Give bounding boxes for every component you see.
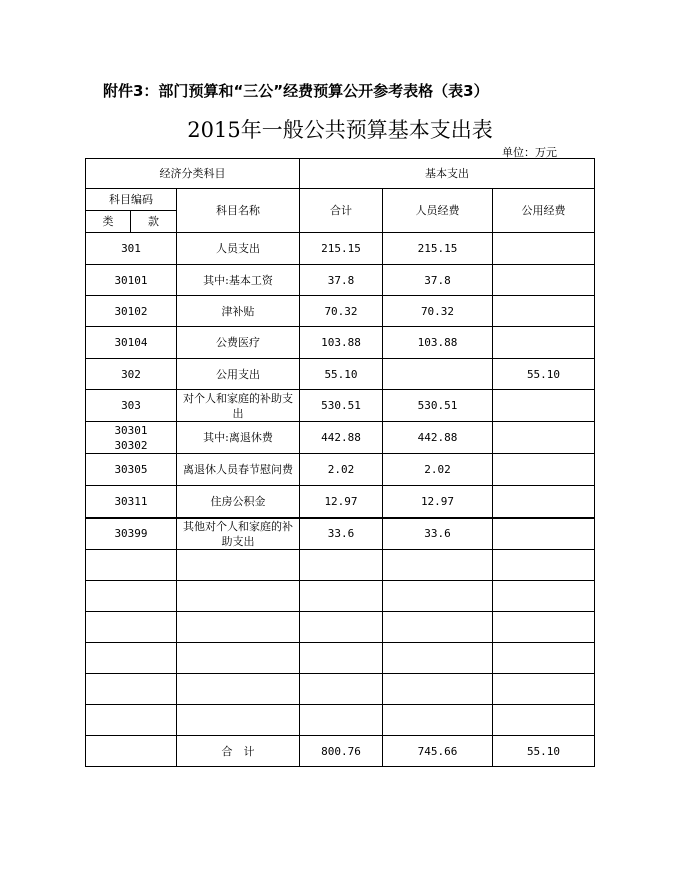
row-public (493, 327, 595, 359)
empty-cell (383, 674, 493, 705)
row-public (493, 233, 595, 265)
row-public (493, 390, 595, 422)
empty-cell (86, 550, 177, 581)
row-personnel: 530.51 (383, 390, 493, 422)
row-code: 30399 (86, 518, 177, 550)
row-code: 30305 (86, 454, 177, 486)
row-personnel: 33.6 (383, 518, 493, 550)
row-total: 70.32 (300, 296, 383, 327)
empty-row (86, 612, 595, 643)
row-public (493, 454, 595, 486)
row-personnel: 215.15 (383, 233, 493, 265)
empty-cell (177, 643, 300, 674)
empty-cell (300, 674, 383, 705)
public-header: 公用经费 (493, 189, 595, 233)
personnel-header: 人员经费 (383, 189, 493, 233)
table-row (86, 454, 595, 486)
row-public: 55.10 (493, 359, 595, 390)
row-total: 2.02 (300, 454, 383, 486)
total-header: 合计 (300, 189, 383, 233)
row-name: 津补贴 (177, 296, 300, 327)
empty-cell (300, 581, 383, 612)
total-row (86, 736, 595, 767)
empty-row (86, 705, 595, 736)
row-public (493, 518, 595, 550)
empty-cell (383, 550, 493, 581)
header-row-2 (86, 189, 595, 211)
row-total: 103.88 (300, 327, 383, 359)
row-total: 33.6 (300, 518, 383, 550)
empty-row (86, 550, 595, 581)
empty-cell (383, 612, 493, 643)
empty-cell (177, 581, 300, 612)
empty-cell (86, 674, 177, 705)
empty-cell (493, 612, 595, 643)
table-row (86, 422, 595, 454)
class-header: 类 (86, 211, 131, 233)
empty-cell (493, 674, 595, 705)
row-code: 30311 (86, 486, 177, 518)
unit-label: 单位：万元 (502, 146, 557, 159)
subject-code-header: 科目编码 (86, 189, 177, 211)
empty-cell (300, 643, 383, 674)
row-personnel: 103.88 (383, 327, 493, 359)
total-code-cell (86, 736, 177, 767)
row-total: 215.15 (300, 233, 383, 265)
row-public (493, 296, 595, 327)
table-row (86, 390, 595, 422)
table-row (86, 265, 595, 296)
row-name: 其中:离退休费 (177, 422, 300, 454)
item-header: 款 (131, 211, 177, 233)
row-total: 55.10 (300, 359, 383, 390)
empty-cell (383, 581, 493, 612)
row-name: 公费医疗 (177, 327, 300, 359)
row-personnel: 12.97 (383, 486, 493, 518)
row-code: 302 (86, 359, 177, 390)
economic-category-header: 经济分类科目 (86, 159, 300, 189)
empty-cell (300, 705, 383, 736)
grand-total: 800.76 (300, 736, 383, 767)
table-title: 2015年一般公共预算基本支出表 (187, 118, 493, 142)
table-row (86, 327, 595, 359)
empty-cell (493, 550, 595, 581)
row-personnel: 37.8 (383, 265, 493, 296)
budget-table (85, 158, 595, 767)
table-row (86, 486, 595, 518)
empty-cell (177, 674, 300, 705)
row-name: 其中:基本工资 (177, 265, 300, 296)
empty-row (86, 643, 595, 674)
row-name: 对个人和家庭的补助支出 (177, 390, 300, 422)
table-row (86, 296, 595, 327)
empty-cell (86, 612, 177, 643)
empty-cell (300, 550, 383, 581)
row-total: 37.8 (300, 265, 383, 296)
row-personnel: 2.02 (383, 454, 493, 486)
table-row (86, 233, 595, 265)
table-row (86, 518, 595, 550)
row-name: 住房公积金 (177, 486, 300, 518)
row-code: 30301 30302 (86, 422, 177, 454)
row-code: 303 (86, 390, 177, 422)
subject-name-header: 科目名称 (177, 189, 300, 233)
basic-expenditure-header: 基本支出 (300, 159, 595, 189)
empty-row (86, 581, 595, 612)
total-label: 合 计 (177, 736, 300, 767)
empty-cell (300, 612, 383, 643)
empty-cell (493, 705, 595, 736)
row-code: 30101 (86, 265, 177, 296)
row-public (493, 486, 595, 518)
empty-cell (86, 705, 177, 736)
row-name: 公用支出 (177, 359, 300, 390)
row-code: 30104 (86, 327, 177, 359)
table-row (86, 359, 595, 390)
row-public (493, 265, 595, 296)
empty-cell (493, 643, 595, 674)
empty-cell (86, 643, 177, 674)
row-personnel (383, 359, 493, 390)
row-personnel: 70.32 (383, 296, 493, 327)
row-code: 30102 (86, 296, 177, 327)
empty-cell (493, 581, 595, 612)
header-row-1 (86, 159, 595, 189)
row-personnel: 442.88 (383, 422, 493, 454)
row-total: 530.51 (300, 390, 383, 422)
row-name: 其他对个人和家庭的补助支出 (177, 518, 300, 550)
empty-cell (177, 550, 300, 581)
attachment-title: 附件3：部门预算和“三公”经费预算公开参考表格（表3） (103, 82, 489, 100)
row-name: 离退休人员春节慰问费 (177, 454, 300, 486)
row-total: 442.88 (300, 422, 383, 454)
grand-public: 55.10 (493, 736, 595, 767)
row-total: 12.97 (300, 486, 383, 518)
empty-cell (177, 705, 300, 736)
grand-personnel: 745.66 (383, 736, 493, 767)
empty-cell (86, 581, 177, 612)
row-public (493, 422, 595, 454)
empty-row (86, 674, 595, 705)
empty-cell (177, 612, 300, 643)
empty-cell (383, 643, 493, 674)
empty-cell (383, 705, 493, 736)
row-code: 301 (86, 233, 177, 265)
row-name: 人员支出 (177, 233, 300, 265)
